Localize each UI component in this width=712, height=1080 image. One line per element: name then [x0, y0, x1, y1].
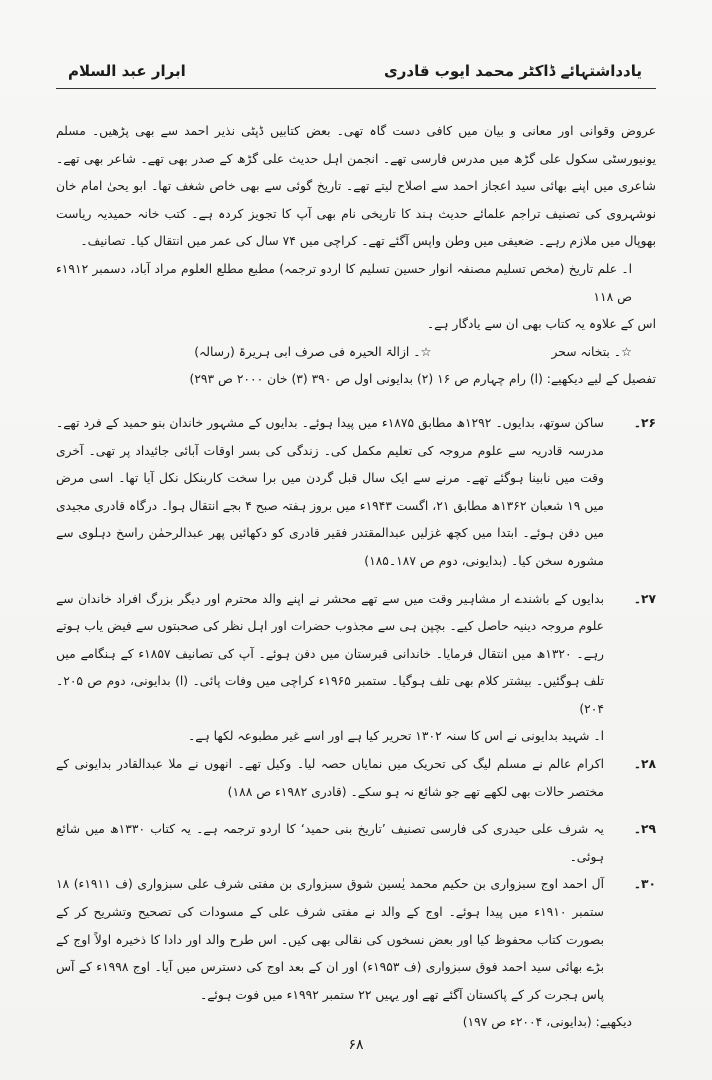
- note-26: [56, 410, 656, 576]
- note-number: ۲۶۔: [633, 415, 656, 430]
- header-author: ابرار عبد السلام: [68, 62, 186, 80]
- intro-sub-note: اس کے علاوہ یہ کتاب بھی ان سے یادگار ہے۔: [426, 317, 656, 332]
- intro-sub-item: ا۔ علم تاریخ (مخص تسلیم مصنفہ انوار حسین تسلیم کا اردو ترجمہ) مطبع مطلع العلوم مراد آباد، دسمبر ۱۹۱۲ء ص ۱۱۸: [56, 261, 632, 304]
- note-text: ا۔ شہید بدایونی نے اس کا سنہ ۱۳۰۲ تحریر کیا ہے اور اسے غیر مطبوعہ لکھا ہے۔: [188, 729, 604, 744]
- work-item: ☆۔ بتخانہ سحر: [551, 344, 632, 359]
- note-number: ۲۷۔: [633, 591, 656, 606]
- note-27: [56, 586, 656, 724]
- note-text: یہ شرف علی حیدری کی فارسی تصنیف ’تاریخ بنی حمید‘ کا اردو ترجمہ ہے۔ یہ کتاب ۱۳۳۰ھ میں شائع ہوئی۔: [56, 822, 604, 864]
- note-number: ۳۰۔: [633, 877, 656, 892]
- note-28: [56, 751, 656, 806]
- note-number: ۲۸۔: [633, 757, 656, 772]
- works-list: [56, 339, 656, 367]
- work-item: ☆۔ ازالۃ الحیرہ فی صرف ابی ہریرۃ (رسالہ): [194, 344, 432, 359]
- intro-paragraph: عروض وقوانی اور معانی و بیان میں کافی دست گاہ تھی۔ بعض کتابیں ڈپٹی نذیر احمد سے بھی پڑھیں۔ مسلم یونیورسٹی سکول علی گڑھ میں مدرس فارسی تھے۔ انجمن اہل حدیث علی گڑھ کے صدر بھی تھے۔ شاعر بھی تھے۔ شاعری میں اپنے بھائی سید اعجاز احمد سے اصلاح لیتے تھے۔ تاریخ گوئی سے بھی خاص شغف تھا۔ ابو یحیٰ امام خان نوشہروی کی تصنیف تراجم علمائے حدیث ہند کا تاریخی نام بھی آپ کا تجویز کردہ ہے۔ کتب خانہ حمیدیہ ریاست بھوپال میں ملازم رہے۔ ضعیفی میں وطن واپس آگئے تھے۔ کراچی میں ۷۴ سال کی عمر میں انتقال کیا۔ تصانیف۔: [56, 124, 656, 249]
- note-30: [56, 871, 656, 1009]
- note-text: اکرام عالم نے مسلم لیگ کی تحریک میں نمایاں حصہ لیا۔ وکیل تھے۔ انھوں نے ملا عبدالقادر بدایونی کے مختصر حالات بھی لکھے تھے جو شائع نہ ہو سکے۔ (قادری ۱۹۸۲ء ص ۱۸۸): [56, 757, 604, 799]
- running-header: [56, 62, 656, 84]
- note-text: ساکن سوتھ، بدایوں۔ ۱۲۹۲ھ مطابق ۱۸۷۵ء میں پیدا ہوئے۔ بدایوں کے مشہور خاندان بنو حمید کے فرد تھے۔ مدرسہ قادریہ سے علوم مروجہ کی تعلیم مکمل کی۔ زندگی کی بسر اوقات آبائی جائیداد پر تھی۔ آخری وقت میں نابینا ہوگئے تھے۔ مرنے سے ایک سال قبل گردن میں برا سخت کاربنکل نکل آیا تھا۔ اسی مرض میں ۱۹ شعبان ۱۳۶۲ھ مطابق ۲۱، اگست ۱۹۴۳ء میں بروز ہفتہ صبح ۴ بجے انتقال ہوا۔ درگاہ قادری مجیدی میں دفن ہوئے۔ ابتدا میں کچھ غزلیں عبدالمقتدر فقیر قادری کو دکھائیں پھر عبدالرحمٰن راسخ دہلوی سے مشورہ سخن کیا۔ (بدایونی، دوم ص ۱۸۷۔۱۸۵): [56, 415, 604, 568]
- closing-reference: دیکھیے: (بدایونی، ۲۰۰۴ء ص ۱۹۷): [462, 1015, 632, 1030]
- note-27-subnote: [56, 723, 656, 751]
- note-text: آل احمد اوج سبزواری بن حکیم محمد یٰسین شوق سبزواری بن مفتی شرف علی سبزواری (ف ۱۹۱۱ء) ۱۸ ستمبر ۱۹۱۰ء میں پیدا ہوئے۔ اوج کے والد نے مفتی شرف علی کے مسودات کی تصحیح وتشریح کر کے بصورت کتاب محفوظ کیا اور بعض نسخوں کی نقالی بھی کیں۔ اس طرح والد اور دادا کا ذخیرہ اولاً اوج کے بڑے بھائی سید احمد فوق سبزواری (ف ۱۹۵۳ء) اور ان کے بعد اوج کی دسترس میں آیا۔ اوج ۱۹۹۸ء کے آس پاس ہجرت کر کے پاکستان آگئے تھے اور یہیں ۲۲ ستمبر ۱۹۹۲ء میں فوت ہوئے۔: [56, 877, 604, 1002]
- intro-reference: تفصیل کے لیے دیکھیے: (ا) رام چہارم ص ۱۶ (۲) بدایونی اول ص ۳۹۰ (۳) خان ۲۰۰۰ ص ۲۹۳): [189, 372, 656, 387]
- header-rule: [56, 88, 656, 89]
- note-number: ۲۹۔: [633, 822, 656, 837]
- note-29: [56, 816, 656, 871]
- page-body: [56, 118, 656, 1037]
- note-text: بدایوں کے باشندے ار مشاہیر وقت میں سے تھے محشر نے اپنے والد محترم اور دیگر بزرگ افراد خاندان سے علوم مروجہ دینیہ حاصل کیے۔ بچپن ہی سے مجذوب حضرات اور اہل نظر کی صحبتوں سے فیض یاب ہوتے رہے۔ ۱۳۲۰ھ میں انتقال فرمایا۔ خاندانی قبرستان میں دفن ہوئے۔ آپ کی تصانیف ۱۸۵۷ء کے ہنگامے میں تلف ہوگئیں۔ بیشتر کلام بھی تلف ہوگیا۔ ستمبر ۱۹۶۵ء کراچی میں وفات پائی۔ (ا) بدایونی، دوم ص ۲۰۵۔۲۰۴): [56, 591, 604, 716]
- page-number: ۶۸: [348, 1037, 364, 1053]
- header-book-title: یادداشتہائے ڈاکٹر محمد ایوب قادری: [383, 62, 642, 80]
